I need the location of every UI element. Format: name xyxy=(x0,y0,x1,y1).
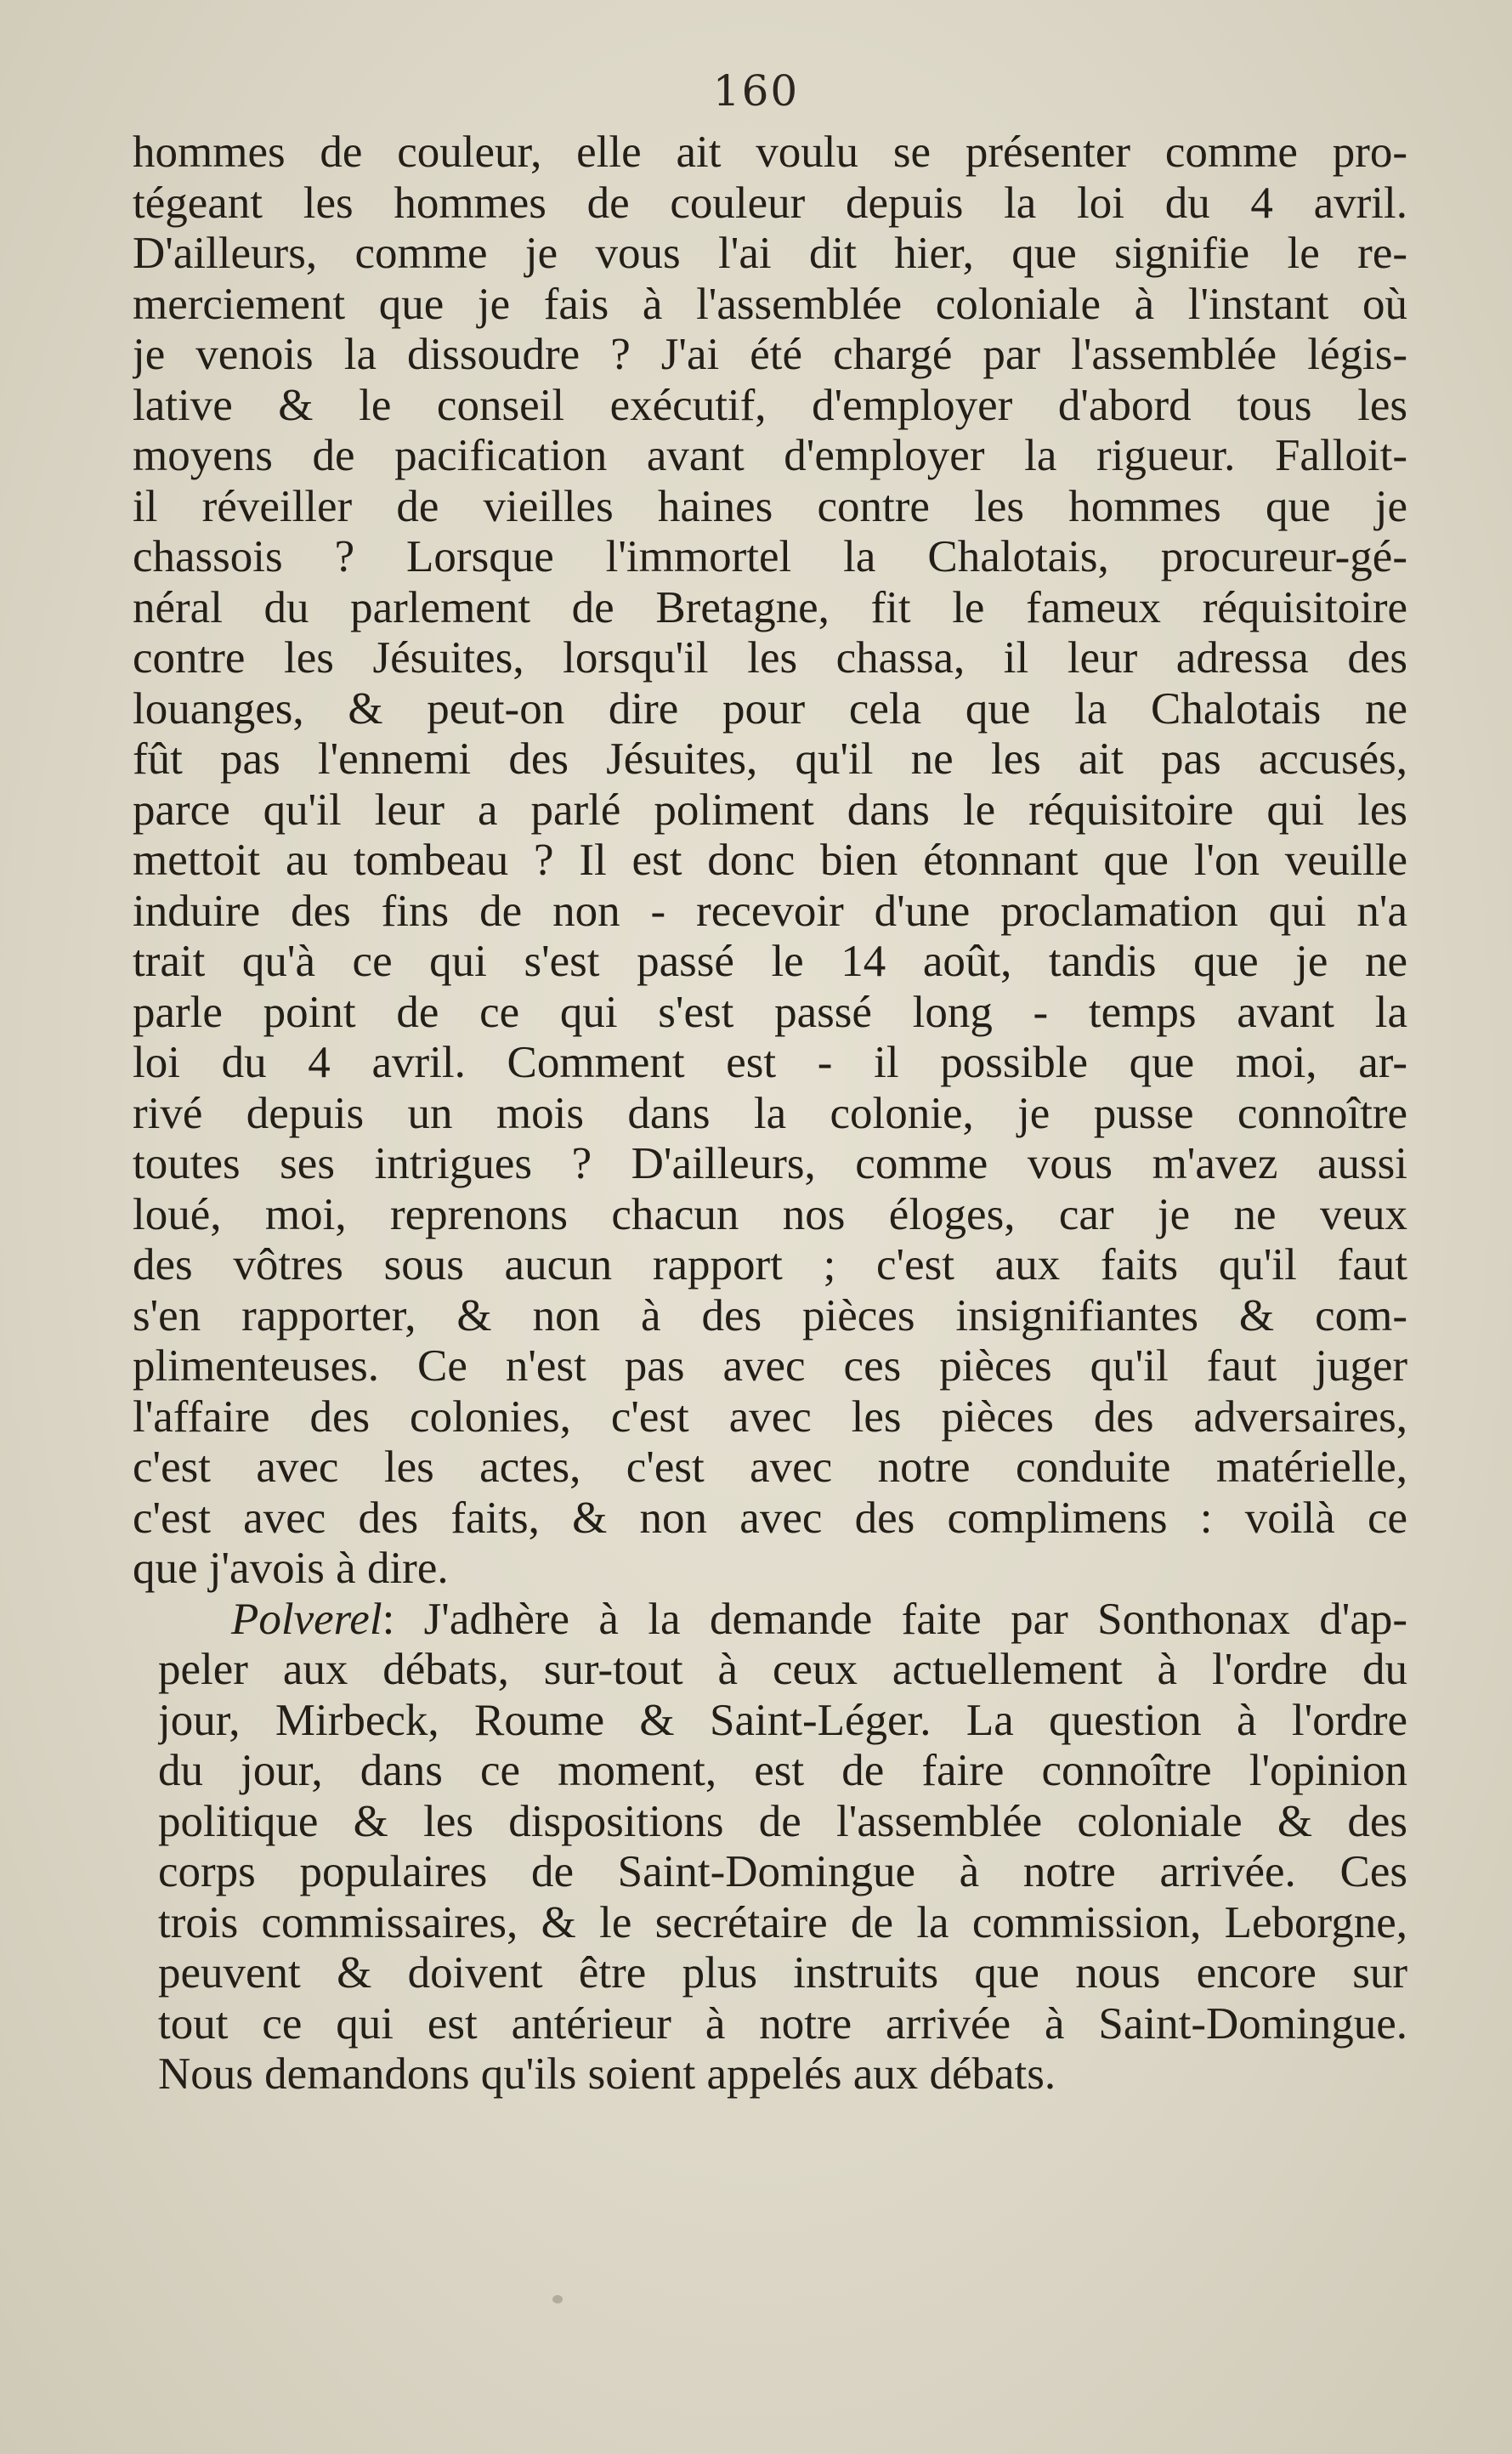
speaker-name: Polverel xyxy=(231,1594,382,1644)
text-line: D'ailleurs, comme je vous l'ai dit hier, que signifie le re- xyxy=(133,229,1407,278)
ink-speck xyxy=(552,2295,563,2304)
text-line: parce qu'il leur a parlé poliment dans le réquisitoire qui les xyxy=(133,785,1407,835)
text-line: s'en rapporter, & non à des pièces insignifiantes & com- xyxy=(133,1290,1407,1340)
text-line: lative & le conseil exécutif, d'employer d'abord tous les xyxy=(133,380,1407,430)
text-line: néral du parlement de Bretagne, fit le fameux réquisitoire xyxy=(133,582,1407,632)
text-line: trois commissaires, & le secrétaire de la commission, Leborgne, xyxy=(158,1897,1407,1947)
text-line: induire des fins de non - recevoir d'une proclamation qui n'a xyxy=(133,886,1407,936)
text-line: l'affaire des colonies, c'est avec les pièces des adversaires, xyxy=(133,1391,1407,1442)
text-line: corps populaires de Saint-Domingue à notre arrivée. Ces xyxy=(158,1847,1407,1896)
paragraph-2 xyxy=(158,1595,1407,2100)
text-line: c'est avec les actes, c'est avec notre conduite matérielle, xyxy=(133,1442,1407,1492)
text-line: louanges, & peut-on dire pour cela que la Chalotais ne xyxy=(133,683,1407,734)
text-line: loi du 4 avril. Comment est - il possible que moi, ar- xyxy=(133,1038,1407,1087)
text-line: peler aux débats, sur-tout à ceux actuellement à l'ordre du xyxy=(158,1645,1407,1694)
text-line: que j'avois à dire. xyxy=(133,1544,449,1593)
text-line: loué, moi, reprenons chacun nos éloges, car je ne veux xyxy=(133,1189,1407,1239)
text-line: du jour, dans ce moment, est de faire connoître l'opinion xyxy=(158,1746,1407,1795)
text-line: des vôtres sous aucun rapport ; c'est aux faits qu'il faut xyxy=(133,1240,1407,1289)
text-line: c'est avec des faits, & non avec des complimens : voilà ce xyxy=(133,1493,1407,1543)
text-line: Nous demandons qu'ils soient appelés aux débats. xyxy=(158,2049,1056,2099)
page-number: 160 xyxy=(712,66,800,116)
text-line: chassois ? Lorsque l'immortel la Chalotais, procureur-gé- xyxy=(133,532,1407,581)
text-line: moyens de pacification avant d'employer la rigueur. Falloit- xyxy=(133,431,1407,480)
text-line: toutes ses intrigues ? D'ailleurs, comme vous m'avez aussi xyxy=(133,1139,1407,1188)
text-line: politique & les dispositions de l'assemblée coloniale & des xyxy=(158,1796,1407,1846)
speaker-text: : J'adhère à la demande faite par Sonthonax d'ap- xyxy=(382,1594,1407,1644)
text-line: contre les Jésuites, lorsqu'il les chassa, il leur adressa des xyxy=(133,633,1407,683)
text-body xyxy=(133,128,1407,2100)
text-line: peuvent & doivent être plus instruits que nous encore sur xyxy=(158,1948,1407,1998)
text-line: trait qu'à ce qui s'est passé le 14 août, tandis que je ne xyxy=(133,937,1407,986)
text-line: tout ce qui est antérieur à notre arrivée à Saint-Domingue. xyxy=(158,1998,1407,2049)
text-line: plimenteuses. Ce n'est pas avec ces pièces qu'il faut juger xyxy=(133,1341,1407,1391)
text-line: hommes de couleur, elle ait voulu se présenter comme pro- xyxy=(133,128,1407,177)
text-line: fût pas l'ennemi des Jésuites, qu'il ne les ait pas accusés, xyxy=(133,734,1407,784)
text-line: je venois la dissoudre ? J'ai été chargé par l'assemblée légis- xyxy=(133,330,1407,379)
text-line: rivé depuis un mois dans la colonie, je pusse connoître xyxy=(133,1088,1407,1138)
text-line: tégeant les hommes de couleur depuis la loi du 4 avril. xyxy=(133,178,1407,228)
text-line: il réveiller de vieilles haines contre les hommes que je xyxy=(133,481,1407,531)
text-line: merciement que je fais à l'assemblée coloniale à l'instant où xyxy=(133,279,1407,329)
text-line xyxy=(158,1595,1407,1646)
paragraph-1 xyxy=(133,128,1407,1595)
text-line: parle point de ce qui s'est passé long - temps avant la xyxy=(133,987,1407,1037)
text-line: jour, Mirbeck, Roume & Saint-Léger. La question à l'ordre xyxy=(158,1695,1407,1745)
text-line: mettoit au tombeau ? Il est donc bien étonnant que l'on veuille xyxy=(133,836,1407,885)
